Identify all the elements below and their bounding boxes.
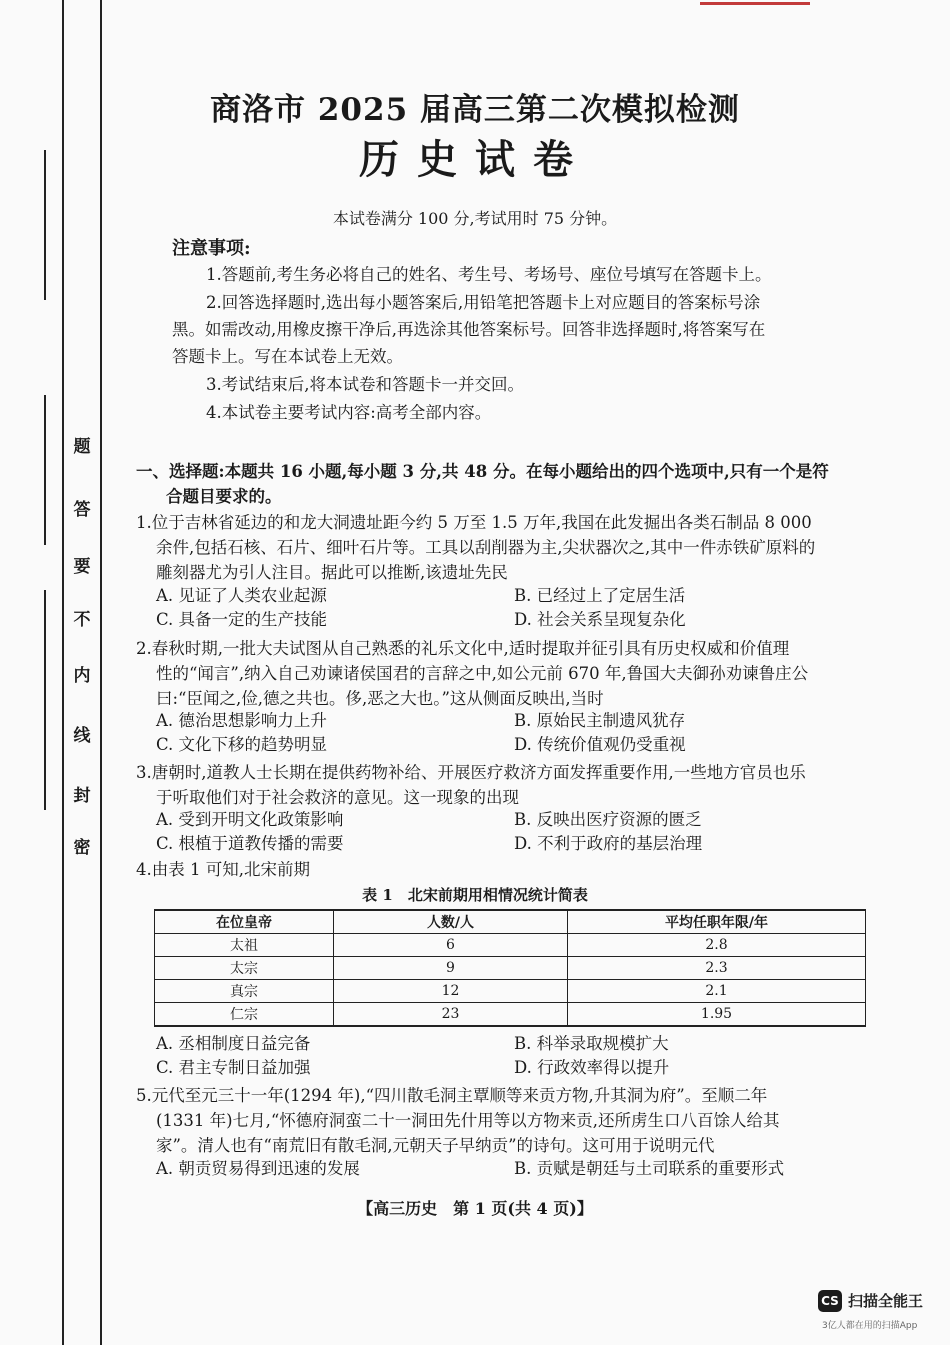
notice-line: 黑。如需改动,用橡皮擦干净后,再选涂其他答案标号。回答非选择题时,将答案写在	[172, 320, 766, 339]
q4-option-c: C. 君主专制日益加强	[156, 1058, 311, 1077]
question-5-line: 5.元代至元三十一年(1294 年),“四川散毛洞主覃顺等来贡方物,升其洞为府”。至顺二年	[136, 1086, 768, 1105]
table-cell: 真宗	[155, 980, 334, 1003]
q2-option-b: B. 原始民主制遗风犹存	[514, 711, 686, 730]
scanner-tagline: 3亿人都在用的扫描App	[822, 1321, 918, 1331]
table-cell: 仁宗	[155, 1003, 334, 1027]
q3-option-b: B. 反映出医疗资源的匮乏	[514, 810, 702, 829]
page-footer: 【高三历史 第 1 页(共 4 页)】	[357, 1199, 593, 1218]
question-1-line: 1.位于吉林省延边的和龙大洞遗址距今约 5 万至 1.5 万年,我国在此发掘出各类石制品 8 000	[136, 513, 812, 532]
q3-option-d: D. 不利于政府的基层治理	[514, 834, 703, 853]
exam-info: 本试卷满分 100 分,考试用时 75 分钟。	[332, 209, 618, 228]
question-3-line: 于听取他们对于社会救济的意见。这一现象的出现	[156, 788, 519, 807]
question-1-line: 雕刻器尤为引人注目。据此可以推断,该遗址先民	[156, 563, 508, 582]
margin-line-inner	[62, 0, 64, 1345]
table-cell: 2.8	[568, 934, 866, 957]
seal-char: 封	[73, 786, 91, 806]
question-5-line: (1331 年)七月,“怀德府洞蛮二十一洞田先什用等以方物来贡,还所虏生口八百馀人给其	[156, 1111, 780, 1130]
subject-title: 历史试卷	[359, 136, 591, 183]
q2-option-c: C. 文化下移的趋势明显	[156, 735, 328, 754]
seal-char: 内	[73, 666, 91, 686]
question-2-line: 2.春秋时期,一批大夫试图从自己熟悉的礼乐文化中,适时提取并征引具有历史权威和价值理	[136, 639, 790, 658]
table-cell: 23	[334, 1003, 568, 1027]
seal-char: 题	[73, 437, 91, 457]
table-row	[155, 1003, 866, 1027]
table-cell: 太祖	[155, 934, 334, 957]
table-header-cell: 在位皇帝	[155, 910, 334, 934]
table-cell: 9	[334, 957, 568, 980]
q5-option-b: B. 贡赋是朝廷与土司联系的重要形式	[514, 1159, 785, 1178]
seal-char: 密	[73, 838, 91, 858]
q1-option-a: A. 见证了人类农业起源	[156, 586, 327, 605]
table-cell: 太宗	[155, 957, 334, 980]
table-cell: 2.1	[568, 980, 866, 1003]
q4-option-b: B. 科举录取规模扩大	[514, 1034, 669, 1053]
q4-option-a: A. 丞相制度日益完备	[156, 1034, 311, 1053]
table-row	[155, 980, 866, 1003]
question-3-line: 3.唐朝时,道教人士长期在提供药物补给、开展医疗救济方面发挥重要作用,一些地方官员也乐	[136, 763, 806, 782]
notice-line: 4.本试卷主要考试内容:高考全部内容。	[206, 403, 492, 422]
margin-field-line	[44, 590, 46, 810]
q3-option-c: C. 根植于道教传播的需要	[156, 834, 344, 853]
question-5-line: 家”。清人也有“南荒旧有散毛洞,元朝天子早纳贡”的诗句。这可用于说明元代	[156, 1136, 715, 1155]
q3-option-a: A. 受到开明文化政策影响	[156, 810, 344, 829]
section-heading-cont: 合题目要求的。	[166, 487, 282, 506]
table-cell: 12	[334, 980, 568, 1003]
q4-option-d: D. 行政效率得以提升	[514, 1058, 670, 1077]
table-caption: 表 1 北宋前期用相情况统计简表	[362, 886, 588, 904]
question-1-line: 余件,包括石核、石片、细叶石片等。工具以刮削器为主,尖状器次之,其中一件赤铁矿原料的	[156, 538, 816, 557]
q2-option-a: A. 德治思想影响力上升	[156, 711, 327, 730]
seal-char: 答	[73, 500, 91, 520]
table-row	[155, 934, 866, 957]
q1-option-c: C. 具备一定的生产技能	[156, 610, 328, 629]
notice-heading: 注意事项:	[172, 238, 251, 259]
notice-line: 1.答题前,考生务必将自己的姓名、考生号、考场号、座位号填写在答题卡上。	[206, 265, 772, 284]
notice-line: 答题卡上。写在本试卷上无效。	[172, 347, 403, 366]
exam-title: 商洛市 2025 届高三第二次模拟检测	[210, 92, 740, 128]
margin-line-outer	[100, 0, 102, 1345]
q5-option-a: A. 朝贡贸易得到迅速的发展	[156, 1159, 360, 1178]
table-cell: 6	[334, 934, 568, 957]
table-row	[155, 957, 866, 980]
table-header-cell: 人数/人	[334, 910, 568, 934]
notice-line: 2.回答选择题时,选出每小题答案后,用铅笔把答题卡上对应题目的答案标号涂	[206, 293, 761, 312]
section-heading: 一、选择题:本题共 16 小题,每小题 3 分,共 48 分。在每小题给出的四个选项中,只有一个是符	[136, 462, 829, 481]
table-cell: 1.95	[568, 1003, 866, 1027]
question-2-line: 性的“闻言”,纳入自己劝谏诸侯国君的言辞之中,如公元前 670 年,鲁国大夫御孙劝谏鲁庄公	[156, 664, 809, 683]
seal-char: 不	[73, 610, 91, 630]
scanner-app-name: 扫描全能王	[848, 1292, 924, 1310]
table-header-row	[155, 910, 866, 934]
margin-field-line	[44, 395, 46, 545]
q1-option-b: B. 已经过上了定居生活	[514, 586, 686, 605]
q1-option-d: D. 社会关系呈现复杂化	[514, 610, 686, 629]
question-4-line: 4.由表 1 可知,北宋前期	[136, 860, 310, 879]
table-header-cell: 平均任职年限/年	[568, 910, 866, 934]
q2-option-d: D. 传统价值观仍受重视	[514, 735, 686, 754]
camscanner-logo-icon: CS	[818, 1290, 842, 1312]
table-1	[154, 909, 866, 1027]
seal-char: 要	[73, 557, 91, 577]
top-red-mark	[700, 2, 810, 5]
question-2-line: 曰:“臣闻之,俭,德之共也。侈,恶之大也。”这从侧面反映出,当时	[156, 689, 604, 708]
seal-char: 线	[73, 726, 91, 746]
table-cell: 2.3	[568, 957, 866, 980]
notice-line: 3.考试结束后,将本试卷和答题卡一并交回。	[206, 375, 524, 394]
